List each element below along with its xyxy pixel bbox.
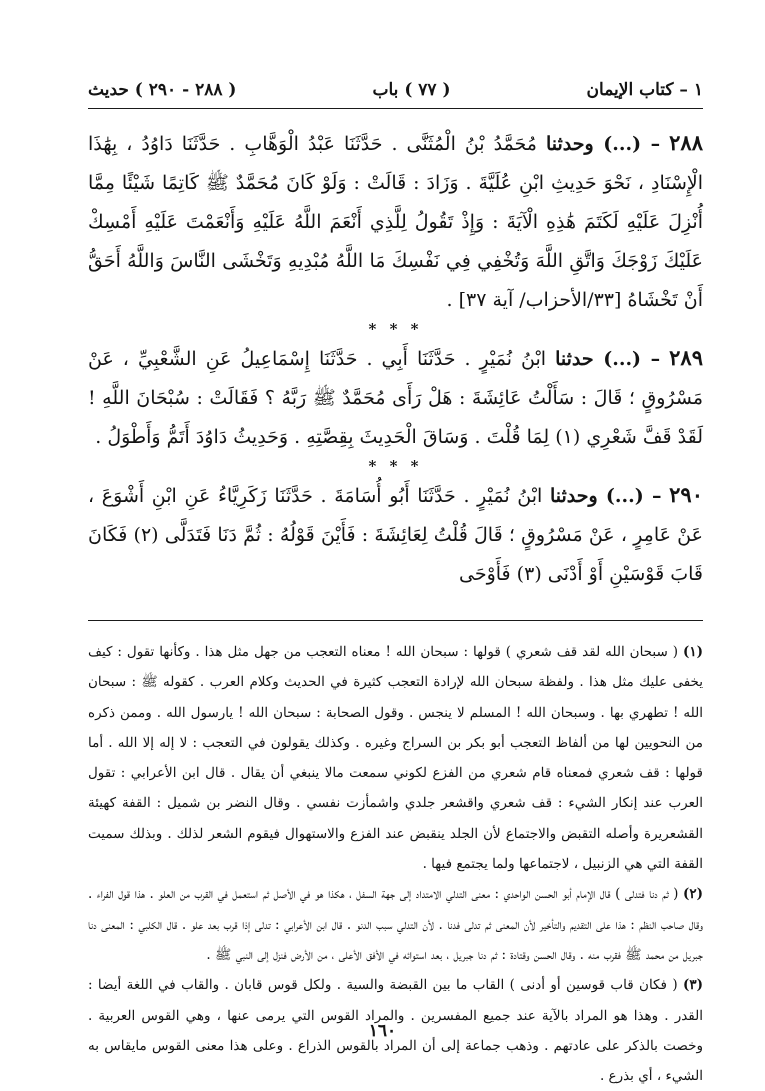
footnote-divider [88, 620, 703, 621]
footnote-text: ( ثم دنا فتدلى ) قال الإمام أبو الحسن الواحدي : معنى التدلي الامتداد إلى جهة السفل ، هكذا هو في الأصل ثم استعمل في القرب من العلو . هذا قول الفراء . وقال صاحب النظم : هذا على التقديم والتأخير لأن المعنى ثم تدلى فدنا . لأن التدلي سبب الدنو . قال ابن الأعرابي : تدلى إذا قرب بعد علو . قال الكلبي : المعنى دنا جبريل من محمد ﷺ فقرب منه . وقال الحسن وقتادة : ثم دنا جبريل ، بعد استوائه في الأفق الأعلى ، من الأرض فنزل إلى النبي ﷺ . [88, 886, 703, 963]
page-number: ١٦٠ [368, 1021, 397, 1041]
hadith-number: ٢٩٠ [669, 482, 703, 507]
footnote-1 [88, 637, 703, 879]
hadith-number: ٢٨٩ [669, 345, 703, 370]
hadith-288 [88, 123, 703, 320]
hadith-separator: * * * [368, 320, 423, 338]
header-hadith-range: ( ٢٨٨ - ٢٩٠ ) حديث [88, 80, 237, 100]
hadith-290 [88, 475, 703, 594]
running-header [88, 80, 703, 109]
footnote-mark: (٣) [682, 977, 703, 994]
footnote-mark: (٢) [682, 886, 703, 903]
hadith-separator: * * * [368, 457, 423, 475]
hadith-text: ابْنُ نُمَيْرٍ . حَدَّثَنَا أَبُو أُسَامَةَ . حَدَّثَنَا زَكَرِيَّاءُ عَنِ ابْنِ أَشْوَعَ ، عَنْ عَامِرٍ ، عَنْ مَسْرُوقٍ ؛ قَالَ قُلْتُ لِعَائِشَةَ : فَأَيْنَ قَوْلُهُ : ثُمَّ دَنَا فَتَدَلَّى (٢) فَكَانَ قَابَ قَوْسَيْنِ أَوْ أَدْنَى (٣) فَأَوْحَى [88, 485, 703, 585]
hadith-lead: – (...) وحدثنا [549, 485, 662, 507]
header-chapter: ١ – كتاب الإيمان [586, 80, 703, 100]
hadith-lead: – (...) وحدثنا [545, 133, 661, 155]
hadith-text: ابْنُ نُمَيْرٍ . حَدَّثَنَا أَبِي . حَدَّثَنَا إِسْمَاعِيلُ عَنِ الشَّعْبِيِّ ، عَنْ مَسْرُوقٍ ؛ قَالَ : سَأَلْتُ عَائِشَةَ : هَلْ رَأَى مُحَمَّدٌ ﷺ رَبَّهُ ؟ فَقَالَتْ : سُبْحَانَ اللَّهِ ! لَقَدْ قَفَّ شَعْرِي (١) لِمَا قُلْتَ . وَسَاقَ الْحَدِيثَ بِقِصَّتِهِ . وَحَدِيثُ دَاوُدَ أَتَمُّ وَأَطْوَلُ . [88, 348, 703, 448]
hadith-text: مُحَمَّدُ بْنُ الْمُثَنَّى . حَدَّثَنَا عَبْدُ الْوَهَّابِ . حَدَّثَنَا دَاوُدُ ، بِهَٰذَا الْإِسْنَادِ ، نَحْوَ حَدِيثِ ابْنِ عُلَيَّةَ . وَزَادَ : قَالَتْ : وَلَوْ كَانَ مُحَمَّدٌ ﷺ كَاتِمًا شَيْئًا مِمَّا أُنْزِلَ عَلَيْهِ لَكَتَمَ هَٰذِهِ الْآيَةَ : وَإِذْ تَقُولُ لِلَّذِي أَنْعَمَ اللَّهُ عَلَيْهِ وَأَنْعَمْتَ عَلَيْهِ أَمْسِكْ عَلَيْكَ زَوْجَكَ وَاتَّقِ اللَّهَ وَتُخْفِي فِي نَفْسِكَ مَا اللَّهُ مُبْدِيهِ وَتَخْشَى النَّاسَ وَاللَّهُ أَحَقُّ أَنْ تَخْشَاهُ [٣٣/الأحزاب/ آية ٣٧] . [88, 133, 703, 311]
hadith-lead: – (...) حدثنا [555, 348, 661, 370]
hadith-number: ٢٨٨ [669, 130, 703, 155]
hadith-289 [88, 338, 703, 457]
footnote-text: ( فكان قاب قوسين أو أدنى ) القاب ما بين القبضة والسية . ولكل قوس قابان . والقاب في اللغة أيضا : القدر . وهذا هو المراد بالآية عند جميع المفسرين . والمراد القوس التي يرمى عنها ، وهي القوس العربية . وخصت بالذكر على عادتهم . وذهب جماعة إلى أن المراد بالقوس الذراع . وعلى هذا معنى القوس مايقاس به الشيء ، أي بذرع . [88, 977, 703, 1085]
footnote-text: ( سبحان الله لقد قف شعري ) قولها : سبحان الله ! معناه التعجب من جهل مثل هذا . وكأنها تقول : كيف يخفى عليك مثل هذا . ولفظة سبحان الله لإرادة التعجب كثيرة في الحديث وكلام العرب . كقوله ﷺ : سبحان الله ! تطهري بها . وسبحان الله ! المسلم لا ينجس . وقول الصحابة : سبحان الله ! يارسول الله . وممن ذكره من النحويين لها من ألفاظ التعجب أبو بكر بن السراج وغيره . وكذلك يقولون في التعجب : لا إله إلا الله . أما قولها : قف شعري فمعناه قام شعري من الفزع لكوني سمعت مالا ينبغي أن يقال . قال ابن الأعرابي : تقول العرب عند إنكار الشيء : قف شعري واقشعر جلدي واشمأزت نفسي . وقال النضر بن شميل : القفة كهيئة القشعريرة وأصله التقبض والاجتماع لأن الجلد ينقبض عند الفزع والاستهوال فيقوم الشعر لذلك . وبذلك سميت القفة التي هي الزنبيل ، لاجتماعها ولما يجتمع فيها . [88, 644, 703, 873]
footnote-2 [88, 879, 703, 970]
footnote-mark: (١) [682, 644, 703, 660]
header-section: ( ٧٧ ) باب [372, 80, 451, 100]
